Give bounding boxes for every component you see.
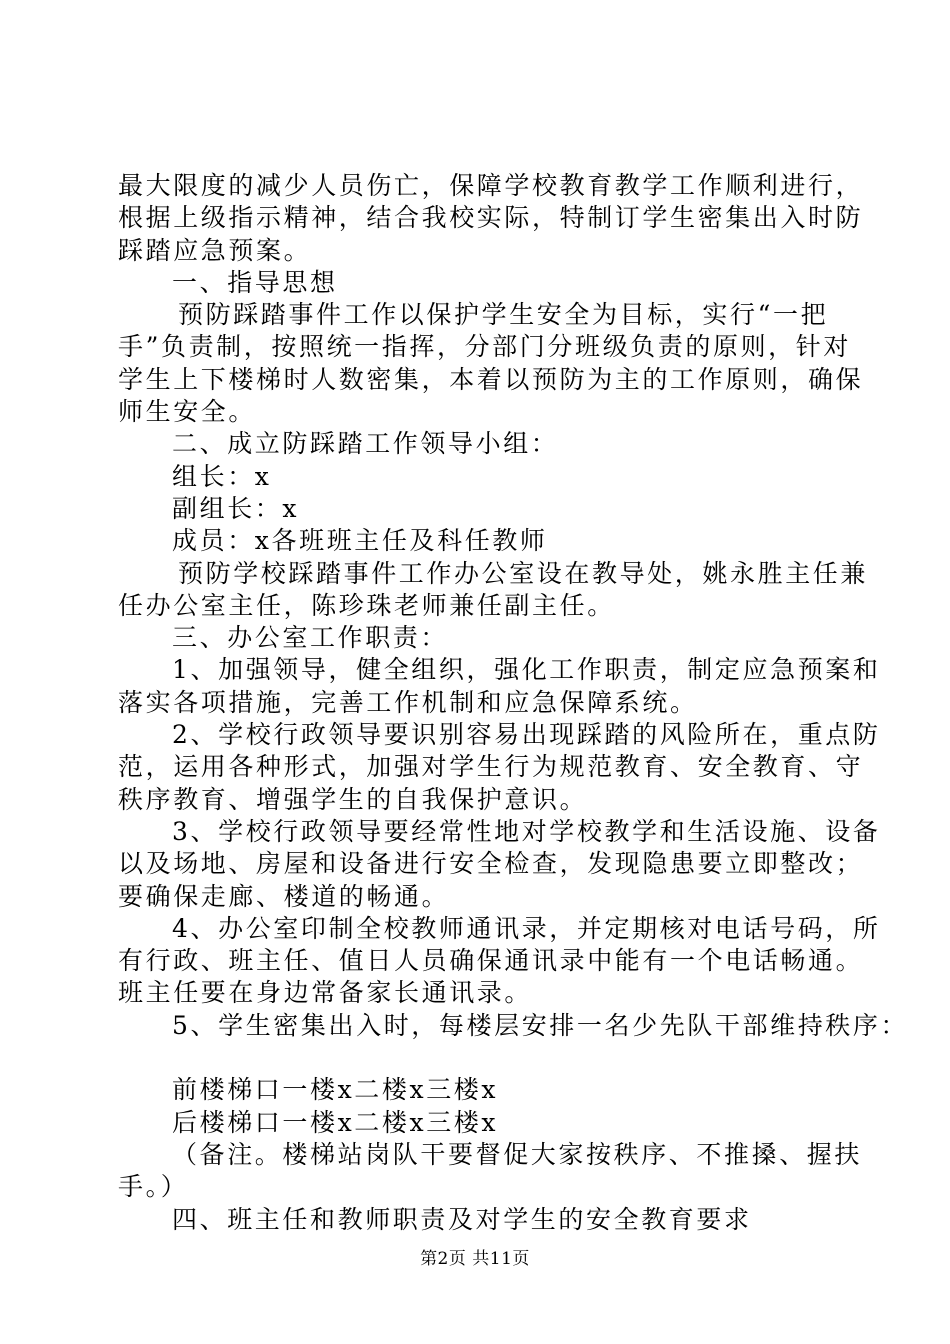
section-heading: 三、办公室工作职责： bbox=[172, 623, 449, 653]
paragraph-line: 范，运用各种形式，加强对学生行为规范教育、安全教育、守 bbox=[118, 752, 864, 782]
section-heading: 二、成立防踩踏工作领导小组： bbox=[172, 429, 559, 459]
paragraph-line: 秩序教育、增强学生的自我保护意识。 bbox=[118, 784, 588, 814]
list-item: 前楼梯口一楼x二楼x三楼x bbox=[172, 1075, 499, 1105]
paragraph-line: 要确保走廊、楼道的畅通。 bbox=[118, 881, 450, 911]
paragraph-line: 预防学校踩踏事件工作办公室设在教导处，姚永胜主任兼 bbox=[178, 558, 869, 588]
paragraph-line: 手”负责制，按照统一指挥，分部门分班级负责的原则，针对 bbox=[118, 332, 851, 362]
list-item: 成员：x各班班主任及科任教师 bbox=[172, 526, 548, 556]
paragraph-line: 有行政、班主任、值日人员确保通讯录中能有一个电话畅通。 bbox=[118, 946, 864, 976]
list-item: 组长：x bbox=[172, 461, 272, 491]
page-number-footer: 第2页 共11页 bbox=[420, 1249, 530, 1269]
paragraph-line: 以及场地、房屋和设备进行安全检查，发现隐患要立即整改； bbox=[118, 849, 864, 879]
paragraph-line: 5、学生密集出入时，每楼层安排一名少先队干部维持秩序： bbox=[172, 1010, 909, 1040]
section-heading: 四、班主任和教师职责及对学生的安全教育要求 bbox=[172, 1204, 752, 1234]
list-item: 副组长：x bbox=[172, 493, 300, 523]
paragraph-line: 落实各项措施，完善工作机制和应急保障系统。 bbox=[118, 687, 698, 717]
document-body bbox=[118, 170, 909, 1236]
paragraph-line: 学生上下楼梯时人数密集，本着以预防为主的工作原则，确保 bbox=[118, 364, 864, 394]
paragraph-line: 4、办公室印制全校教师通讯录，并定期核对电话号码，所 bbox=[172, 913, 881, 943]
paragraph-line: 踩踏应急预案。 bbox=[118, 235, 312, 265]
paragraph-line: 手。） bbox=[118, 1172, 189, 1202]
paragraph-line: 根据上级指示精神，结合我校实际，特制订学生密集出入时防 bbox=[118, 203, 864, 233]
paragraph-line: （备注。楼梯站岗队干要督促大家按秩序、不推搡、握扶 bbox=[172, 1139, 863, 1169]
paragraph-line: 最大限度的减少人员伤亡，保障学校教育教学工作顺利进行， bbox=[118, 171, 864, 200]
paragraph-line: 3、学校行政领导要经常性地对学校教学和生活设施、设备 bbox=[172, 816, 881, 846]
paragraph-line: 师生安全。 bbox=[118, 397, 257, 427]
blank-line bbox=[118, 1042, 838, 1074]
paragraph-line: 2、学校行政领导要识别容易出现踩踏的风险所在，重点防 bbox=[172, 720, 881, 750]
paragraph-line: 班主任要在身边常备家长通讯录。 bbox=[118, 978, 533, 1008]
paragraph-line: 1、加强领导，健全组织，强化工作职责，制定应急预案和 bbox=[172, 655, 881, 685]
list-item: 后楼梯口一楼x二楼x三楼x bbox=[172, 1107, 499, 1137]
paragraph-line: 任办公室主任，陈珍珠老师兼任副主任。 bbox=[118, 590, 615, 620]
paragraph-line: 预防踩踏事件工作以保护学生安全为目标，实行“一把 bbox=[178, 300, 829, 330]
section-heading: 一、指导思想 bbox=[172, 267, 338, 297]
